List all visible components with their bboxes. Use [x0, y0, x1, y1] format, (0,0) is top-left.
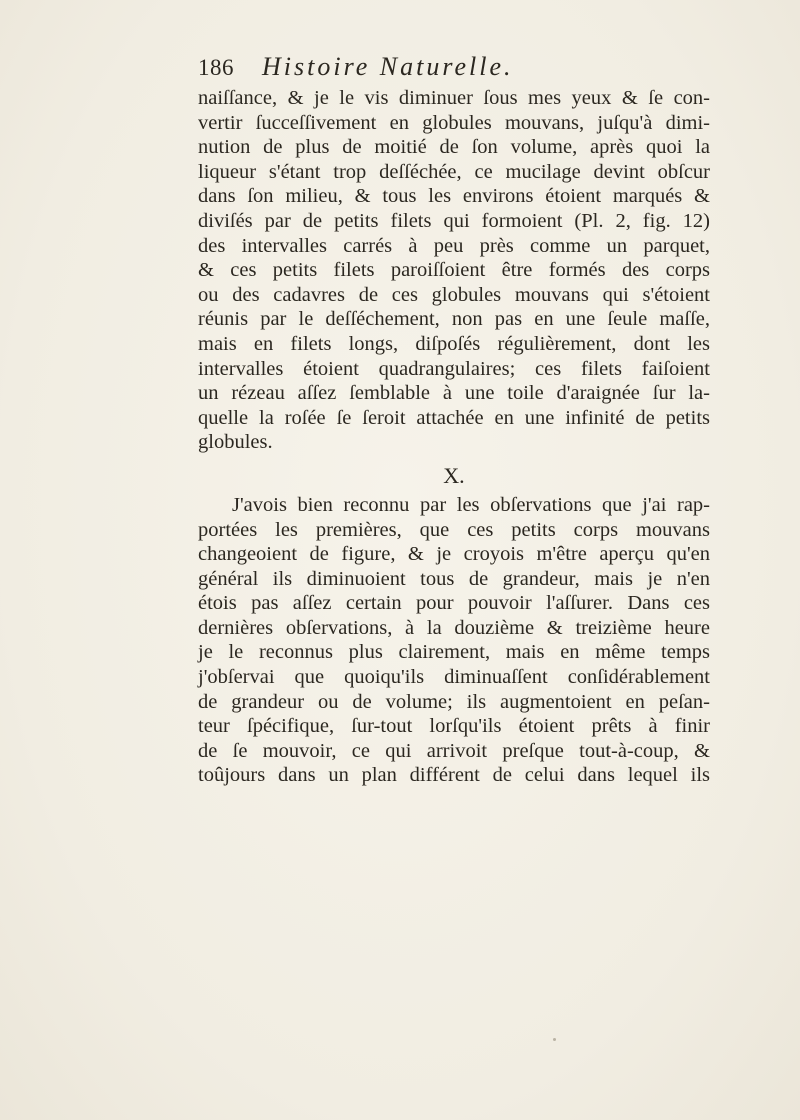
text-line: teur ſpécifique, ſur-tout lorſqu'ils étoient prêts à finir: [198, 715, 710, 738]
text-line: changeoient de figure, & je croyois m'être aperçu qu'en: [198, 543, 710, 566]
text-line: étois pas aſſez certain pour pouvoir l'aſſurer. Dans ces: [198, 592, 710, 615]
text-line: diviſés par de petits filets qui formoient (Pl. 2, fig. 12): [198, 209, 710, 232]
text-line: liqueur s'étant trop deſſéchée, ce mucilage devint obſcur: [198, 160, 710, 183]
text-line: toûjours dans un plan différent de celui dans lequel ils: [198, 764, 710, 787]
text-line: intervalles étoient quadrangulaires; ces filets faiſoient: [198, 357, 710, 380]
text-line: des intervalles carrés à peu près comme un parquet,: [198, 234, 710, 257]
section-heading: X.: [443, 462, 465, 488]
text-line: dans ſon milieu, & tous les environs étoient marqués &: [198, 185, 710, 208]
text-line: réunis par le deſſéchement, non pas en une ſeule maſſe,: [198, 308, 710, 331]
page-number: 186: [198, 55, 234, 80]
paragraph-1: [198, 86, 710, 455]
text-line: dernières obſervations, à la douzième & treizième heure: [198, 616, 710, 639]
text-line: & ces petits filets paroiſſoient être formés des corps: [198, 259, 710, 282]
text-line: nution de plus de moitié de ſon volume, après quoi la: [198, 136, 710, 159]
text-line: de ſe mouvoir, ce qui arrivoit preſque tout-à-coup, &: [198, 739, 710, 762]
text-line: J'avois bien reconnu par les obſervations que j'ai rap-: [232, 493, 710, 516]
text-line: un rézeau aſſez ſemblable à une toile d'araignée ſur la-: [198, 382, 710, 405]
paper-speck: [553, 1038, 556, 1041]
text-line: ou des cadavres de ces globules mouvans qui s'étoient: [198, 283, 710, 306]
text-line: de grandeur ou de volume; ils augmentoient en peſan-: [198, 690, 710, 713]
running-title: Histoire Naturelle.: [262, 52, 514, 81]
text-line: vertir ſucceſſivement en globules mouvans, juſqu'à dimi-: [198, 111, 710, 134]
text-line: portées les premières, que ces petits corps mouvans: [198, 518, 710, 541]
text-line: naiſſance, & je le vis diminuer ſous mes yeux & ſe con-: [198, 87, 710, 109]
text-line: globules.: [198, 431, 273, 454]
paragraph-2: [198, 493, 710, 788]
text-line: quelle la roſée ſe ſeroit attachée en une infinité de petits: [198, 406, 710, 429]
text-line: je le reconnus plus clairement, mais en même temps: [198, 641, 710, 664]
text-line: général ils diminuoient tous de grandeur, mais je n'en: [198, 567, 710, 590]
body-text: [198, 86, 710, 788]
text-line: mais en filets longs, diſpoſés régulièrement, dont les: [198, 332, 710, 355]
text-line: j'obſervai que quoiqu'ils diminuaſſent conſidérablement: [198, 666, 710, 689]
